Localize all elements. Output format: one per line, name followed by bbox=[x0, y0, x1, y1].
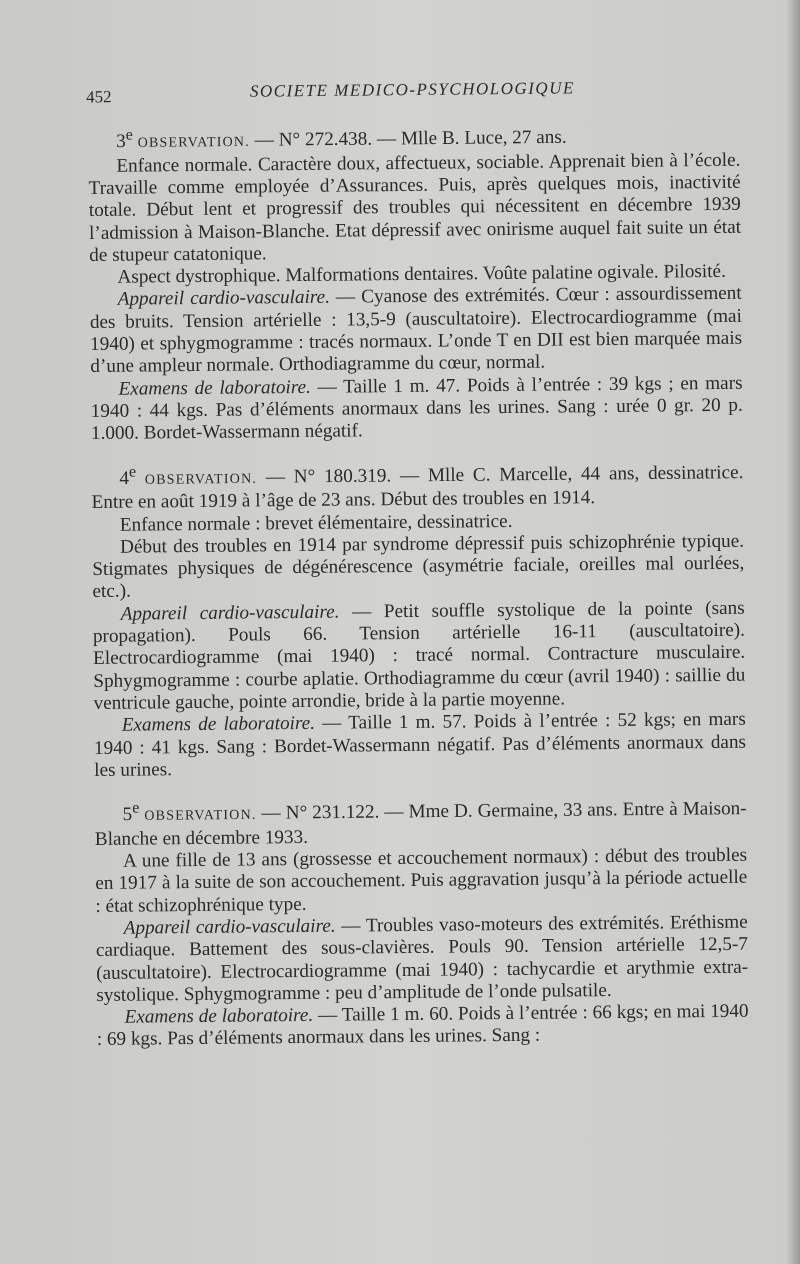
page-header bbox=[86, 75, 746, 112]
observation-4-title: — N° 180.319. — Mlle C. Marcelle, 44 ans, dessinatrice. Entre en août 1919 à l’âge de 23 ans. Début des troubles en 1914. bbox=[91, 461, 744, 514]
observation-3-label: OBSERVATION. bbox=[137, 134, 250, 151]
observation-5-label: OBSERVATION. bbox=[144, 807, 257, 824]
observation-3-cardio: Appareil cardio-vasculaire. — Cyanose des extrémités. Cœur : assourdissement des bruits. Tension artérielle : 13,5-9 (auscultatoire). Electrocardiogramme (mai 1940) et sphygmogramme : tracés normaux. L’onde T en DII est bien marquée mais d’une ampleur normale. Orthodiagramme du cœur, normal. bbox=[89, 283, 743, 378]
observation-4-childhood: Enfance normale : brevet élémentaire, dessinatrice. bbox=[119, 510, 513, 536]
observation-3-aspect: Aspect dystrophique. Malformations dentaires. Voûte palatine ogivale. Pilosité. bbox=[117, 261, 726, 288]
cardio-label: Appareil cardio-vasculaire. bbox=[117, 287, 331, 311]
observation-5-lab: Examens de laboratoire. — Taille 1 m. 60. Poids à l’entrée : 66 kgs; en mai 1940 : 69 kgs. Pas d’éléments anormaux dans les urines. Sang : bbox=[96, 1000, 749, 1051]
observation-5-heading: 5e OBSERVATION. — N° 231.122. — Mme D. Germaine, 33 ans. Entre à Maison-Blanche en décembre 1933. bbox=[94, 798, 747, 850]
observation-3-lab: Examens de laboratoire. — Taille 1 m. 47. Poids à l’entrée : 39 kgs ; en mars 1940 : 44 kgs. Pas d’éléments anormaux dans les urines. Sang : urée 0 gr. 20 p. 1.000. Bordet-Wassermann négatif. bbox=[90, 372, 743, 445]
observation-5-history: A une fille de 13 ans (grossesse et accouchement normaux) : début des troubles en 1917 à la suite de son accouchement. Puis aggravation jusqu’à la période actuelle : état schizophrénique type. bbox=[95, 844, 748, 917]
lab-label: Examens de laboratoire. bbox=[124, 1005, 314, 1028]
observation-3-title: — N° 272.438. — Mlle B. Luce, 27 ans. bbox=[249, 126, 567, 151]
observation-4-cardio: Appareil cardio-vasculaire. — Petit souffle systolique de la pointe (sans propagation). Pouls 66. Tension artérielle 16-11 (auscultatoire). Electrocardiogramme (mai 1940) : tracé normal. Contracture musculaire. Sphygmogramme : courbe aplatie. Orthodiagramme du cœur (avril 1940) : saillie du ventricule gauche, pointe arrondie, bride à la partie moyenne. bbox=[92, 597, 746, 714]
observation-4-lab: Examens de laboratoire. — Taille 1 m. 57. Poids à l’entrée : 52 kgs; en mars 1940 : 41 kgs. Sang : Bordet-Wassermann négatif. Pas d’éléments anormaux dans les urines. bbox=[93, 708, 747, 781]
observation-3-history: Enfance normale. Caractère doux, affectueux, sociable. Apprenait bien à l’école. Travaille comme employée d’Assurances. Puis, après quelques mois, inactivité totale. Début lent et progressif des troubles qui nécessitent en décembre 1939 l’admission à Maison-Blanche. Etat dépressif avec onirisme auquel fait suite un état de stupeur catatonique. bbox=[88, 149, 742, 266]
lab-label: Examens de laboratoire. bbox=[121, 713, 316, 736]
observation-5-cardio: Appareil cardio-vasculaire. — Troubles vaso-moteurs des extrémités. Eréthisme cardiaque. Battement des sous-clavières. Pouls 90. Tension artérielle 12,5-7 (auscultatoire). Electrocardiogramme (mai 1940) : tachycardie et arythmie extra-systolique. Sphygmogramme : peu d’amplitude de l’onde pulsatile. bbox=[95, 911, 749, 1006]
cardio-label: Appareil cardio-vasculaire. bbox=[123, 915, 336, 939]
observation-4-number: 4 bbox=[119, 467, 130, 489]
observation-4-heading: 4e OBSERVATION. — N° 180.319. — Mlle C. Marcelle, 44 ans, dessinatrice. Entre en août 1919 à l’âge de 23 ans. Début des troubles en 1914. bbox=[91, 461, 744, 514]
observation-3-number: 3 bbox=[116, 131, 126, 153]
page-edge-shadow bbox=[786, 0, 800, 1264]
body-text bbox=[88, 119, 749, 1052]
page-number: 452 bbox=[85, 87, 112, 107]
cardio-label: Appareil cardio-vasculaire. bbox=[120, 601, 340, 625]
observation-5-number: 5 bbox=[122, 804, 133, 826]
observation-3-heading: 3e OBSERVATION. — N° 272.438. — Mlle B. Luce, 27 ans. bbox=[116, 126, 567, 153]
observation-4-history: Début des troubles en 1914 par syndrome dépressif puis schizophrénie typique. Stigmates physiques de dégénérescence (asymétrie faciale, oreilles mal ourlées, etc.). bbox=[92, 530, 745, 603]
lab-label: Examens de laboratoire. bbox=[118, 376, 311, 400]
observation-4-label: OBSERVATION. bbox=[144, 471, 258, 488]
observation-5-title: — N° 231.122. — Mme D. Germaine, 33 ans. Entre à Maison-Blanche en décembre 1933. bbox=[94, 798, 747, 850]
running-title: SOCIETE MEDICO-PSYCHOLOGIQUE bbox=[249, 78, 575, 101]
